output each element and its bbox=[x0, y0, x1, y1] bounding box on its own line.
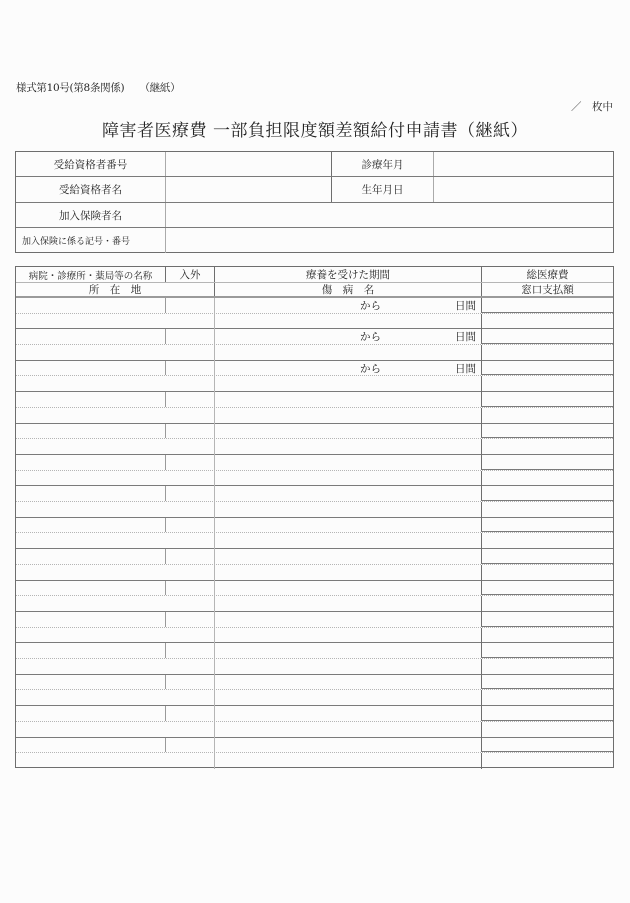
period-days-label: 日間 bbox=[455, 362, 476, 375]
treatment-period-field[interactable] bbox=[214, 392, 481, 407]
total-medical-cost-field[interactable] bbox=[481, 612, 613, 627]
treatment-period-field[interactable] bbox=[214, 424, 481, 439]
claim-record-upper bbox=[16, 738, 613, 754]
label-birth-date: 生年月日 bbox=[331, 177, 434, 202]
recipient-number-field[interactable] bbox=[166, 152, 331, 176]
claim-record-lower bbox=[16, 753, 613, 769]
page-title: 障害者医療費 一部負担限度額差額給付申請書（継紙） bbox=[102, 121, 528, 141]
header-total-medical-cost: 総医療費 bbox=[481, 267, 613, 282]
claim-record-upper bbox=[16, 392, 613, 408]
applicant-info-table bbox=[15, 151, 614, 253]
claim-record-lower bbox=[16, 345, 613, 361]
total-medical-cost-field[interactable] bbox=[481, 675, 613, 690]
inpatient-outpatient-field[interactable] bbox=[166, 738, 214, 753]
facility-name-field[interactable] bbox=[16, 612, 166, 627]
claim-record bbox=[16, 392, 613, 423]
treatment-period-field[interactable] bbox=[214, 518, 481, 533]
disease-name-field[interactable] bbox=[214, 690, 481, 706]
inpatient-outpatient-field[interactable] bbox=[166, 675, 214, 690]
claims-table bbox=[15, 266, 614, 768]
birth-date-field[interactable] bbox=[434, 177, 613, 202]
claim-record-upper bbox=[16, 298, 613, 314]
inpatient-outpatient-field[interactable] bbox=[166, 549, 214, 564]
claim-record-upper bbox=[16, 518, 613, 534]
copayment-field[interactable] bbox=[481, 471, 613, 487]
facility-name-field[interactable] bbox=[16, 329, 166, 344]
claim-record bbox=[16, 581, 613, 612]
copayment-field[interactable] bbox=[481, 753, 613, 769]
total-medical-cost-field[interactable] bbox=[481, 298, 613, 313]
header-inpatient-outpatient: 入外 bbox=[179, 269, 201, 281]
header-disease-name: 傷 病 名 bbox=[214, 283, 481, 296]
claim-record bbox=[16, 361, 613, 392]
claim-record-lower bbox=[16, 439, 613, 455]
period-from-label: から bbox=[360, 299, 381, 312]
claim-record-lower bbox=[16, 314, 613, 330]
label-insurance-symbol-number: 加入保険に係る記号・番号 bbox=[16, 228, 166, 253]
treatment-period-field[interactable] bbox=[214, 455, 481, 470]
treatment-month-field[interactable] bbox=[434, 152, 613, 176]
inpatient-outpatient-field[interactable] bbox=[166, 298, 214, 313]
claim-record bbox=[16, 612, 613, 643]
header-facility-name: 病院・診療所・薬局等の名称 bbox=[16, 267, 166, 282]
claim-record-lower bbox=[16, 471, 613, 487]
claim-record bbox=[16, 675, 613, 706]
disease-name-field[interactable] bbox=[214, 659, 481, 675]
disease-name-field[interactable] bbox=[214, 314, 481, 330]
facility-name-field[interactable] bbox=[16, 549, 166, 564]
total-medical-cost-field[interactable] bbox=[481, 455, 613, 470]
claim-record-upper bbox=[16, 486, 613, 502]
insurer-name-field[interactable] bbox=[166, 203, 613, 227]
claim-record bbox=[16, 518, 613, 549]
claim-record-lower bbox=[16, 408, 613, 424]
form-number: 様式第10号(第8条関係) （継紙） bbox=[16, 82, 181, 94]
claim-record-upper bbox=[16, 424, 613, 440]
recipient-name-field[interactable] bbox=[166, 177, 331, 202]
period-days-label: 日間 bbox=[455, 299, 476, 312]
total-medical-cost-field[interactable] bbox=[481, 643, 613, 658]
total-medical-cost-field[interactable] bbox=[481, 392, 613, 407]
page-count: ／ 枚中 bbox=[571, 101, 613, 113]
label-recipient-name: 受給資格者名 bbox=[16, 177, 166, 202]
inpatient-outpatient-field[interactable] bbox=[166, 706, 214, 721]
treatment-period-field[interactable] bbox=[214, 329, 481, 344]
inpatient-outpatient-field[interactable] bbox=[166, 455, 214, 470]
address-field[interactable] bbox=[16, 471, 214, 487]
header-treatment-period: 療養を受けた期間 bbox=[214, 267, 481, 282]
facility-name-field[interactable] bbox=[16, 361, 166, 376]
claim-record bbox=[16, 738, 613, 769]
claim-record-lower bbox=[16, 502, 613, 518]
insurance-symbol-number-field[interactable] bbox=[166, 228, 613, 253]
address-field[interactable] bbox=[16, 345, 214, 361]
copayment-field[interactable] bbox=[481, 408, 613, 424]
disease-name-field[interactable] bbox=[214, 628, 481, 644]
claim-record-lower bbox=[16, 596, 613, 612]
disease-name-field[interactable] bbox=[214, 533, 481, 549]
copayment-field[interactable] bbox=[481, 533, 613, 549]
disease-name-field[interactable] bbox=[214, 596, 481, 612]
total-medical-cost-field[interactable] bbox=[481, 486, 613, 501]
facility-name-field[interactable] bbox=[16, 486, 166, 501]
disease-name-field[interactable] bbox=[214, 439, 481, 455]
claim-record-lower bbox=[16, 659, 613, 675]
claim-record bbox=[16, 643, 613, 674]
claim-record-lower bbox=[16, 722, 613, 738]
treatment-period-field[interactable] bbox=[214, 549, 481, 564]
claim-record-lower bbox=[16, 690, 613, 706]
address-field[interactable] bbox=[16, 408, 214, 424]
claim-record-upper bbox=[16, 706, 613, 722]
address-field[interactable] bbox=[16, 659, 214, 675]
claim-record bbox=[16, 706, 613, 737]
claim-record-upper bbox=[16, 675, 613, 691]
copayment-field[interactable] bbox=[481, 659, 613, 675]
treatment-period-field[interactable] bbox=[214, 643, 481, 658]
total-medical-cost-field[interactable] bbox=[481, 706, 613, 721]
address-field[interactable] bbox=[16, 628, 214, 644]
claim-record bbox=[16, 455, 613, 486]
inpatient-outpatient-field[interactable] bbox=[166, 424, 214, 439]
treatment-period-field[interactable] bbox=[214, 706, 481, 721]
inpatient-outpatient-field[interactable] bbox=[166, 643, 214, 658]
treatment-period-field[interactable] bbox=[214, 675, 481, 690]
inpatient-outpatient-field[interactable] bbox=[166, 361, 214, 376]
treatment-period-field[interactable] bbox=[214, 486, 481, 501]
disease-name-field[interactable] bbox=[214, 345, 481, 361]
claim-record bbox=[16, 549, 613, 580]
label-recipient-number: 受給資格者番号 bbox=[16, 152, 166, 176]
total-medical-cost-field[interactable] bbox=[481, 581, 613, 596]
total-medical-cost-field[interactable] bbox=[481, 424, 613, 439]
facility-name-field[interactable] bbox=[16, 738, 166, 753]
claim-record-upper bbox=[16, 361, 613, 377]
claim-record-lower bbox=[16, 565, 613, 581]
claim-record-upper bbox=[16, 612, 613, 628]
treatment-period-field[interactable] bbox=[214, 738, 481, 753]
total-medical-cost-field[interactable] bbox=[481, 549, 613, 564]
claim-record-lower bbox=[16, 376, 613, 392]
address-field[interactable] bbox=[16, 376, 214, 392]
total-medical-cost-field[interactable] bbox=[481, 329, 613, 344]
address-field[interactable] bbox=[16, 314, 214, 330]
inpatient-outpatient-field[interactable] bbox=[166, 612, 214, 627]
copayment-field[interactable] bbox=[481, 596, 613, 612]
disease-name-field[interactable] bbox=[214, 408, 481, 424]
copayment-field[interactable] bbox=[481, 628, 613, 644]
address-field[interactable] bbox=[16, 565, 214, 581]
facility-name-field[interactable] bbox=[16, 518, 166, 533]
period-from-label: から bbox=[360, 362, 381, 375]
copayment-field[interactable] bbox=[481, 376, 613, 392]
facility-name-field[interactable] bbox=[16, 581, 166, 596]
address-field[interactable] bbox=[16, 722, 214, 738]
label-treatment-month: 診療年月 bbox=[331, 152, 434, 176]
inpatient-outpatient-field[interactable] bbox=[166, 486, 214, 501]
disease-name-field[interactable] bbox=[214, 502, 481, 518]
address-field[interactable] bbox=[16, 502, 214, 518]
disease-name-field[interactable] bbox=[214, 376, 481, 392]
label-insurer-name: 加入保険者名 bbox=[16, 203, 166, 227]
claim-record-lower bbox=[16, 628, 613, 644]
period-from-label: から bbox=[360, 331, 381, 344]
disease-name-field[interactable] bbox=[214, 722, 481, 738]
treatment-period-field[interactable] bbox=[214, 612, 481, 627]
claim-record-upper bbox=[16, 549, 613, 565]
copayment-field[interactable] bbox=[481, 314, 613, 330]
address-field[interactable] bbox=[16, 753, 214, 769]
inpatient-outpatient-field[interactable] bbox=[166, 581, 214, 596]
claim-record bbox=[16, 329, 613, 360]
header-address: 所 在 地 bbox=[88, 284, 142, 296]
facility-name-field[interactable] bbox=[16, 455, 166, 470]
disease-name-field[interactable] bbox=[214, 471, 481, 487]
row-recipient-number bbox=[16, 152, 613, 177]
copayment-field[interactable] bbox=[481, 345, 613, 361]
facility-name-field[interactable] bbox=[16, 424, 166, 439]
row-insurer-name bbox=[16, 203, 613, 228]
claim-record-upper bbox=[16, 581, 613, 597]
copayment-field[interactable] bbox=[481, 502, 613, 518]
copayment-field[interactable] bbox=[481, 722, 613, 738]
disease-name-field[interactable] bbox=[214, 565, 481, 581]
treatment-period-field[interactable] bbox=[214, 361, 481, 376]
address-field[interactable] bbox=[16, 690, 214, 706]
total-medical-cost-field[interactable] bbox=[481, 361, 613, 376]
header-row-2 bbox=[16, 283, 613, 298]
claim-record-upper bbox=[16, 455, 613, 471]
inpatient-outpatient-field[interactable] bbox=[166, 518, 214, 533]
inpatient-outpatient-field[interactable] bbox=[166, 392, 214, 407]
facility-name-field[interactable] bbox=[16, 298, 166, 313]
period-days-label: 日間 bbox=[455, 331, 476, 344]
facility-name-field[interactable] bbox=[16, 392, 166, 407]
claim-record bbox=[16, 486, 613, 517]
copayment-field[interactable] bbox=[481, 439, 613, 455]
claim-record bbox=[16, 298, 613, 329]
claim-record-upper bbox=[16, 643, 613, 659]
copayment-field[interactable] bbox=[481, 690, 613, 706]
facility-name-field[interactable] bbox=[16, 706, 166, 721]
total-medical-cost-field[interactable] bbox=[481, 518, 613, 533]
disease-name-field[interactable] bbox=[214, 753, 481, 769]
total-medical-cost-field[interactable] bbox=[481, 738, 613, 753]
treatment-period-field[interactable] bbox=[214, 298, 481, 313]
row-insurance-symbol-number bbox=[16, 228, 613, 253]
claim-record bbox=[16, 424, 613, 455]
facility-name-field[interactable] bbox=[16, 643, 166, 658]
treatment-period-field[interactable] bbox=[214, 581, 481, 596]
header-copayment: 窓口支払額 bbox=[481, 283, 613, 296]
header-row-1 bbox=[16, 267, 613, 283]
address-field[interactable] bbox=[16, 439, 214, 455]
copayment-field[interactable] bbox=[481, 565, 613, 581]
row-recipient-name bbox=[16, 177, 613, 203]
inpatient-outpatient-field[interactable] bbox=[166, 329, 214, 344]
facility-name-field[interactable] bbox=[16, 675, 166, 690]
address-field[interactable] bbox=[16, 596, 214, 612]
claim-record-upper bbox=[16, 329, 613, 345]
claim-record-lower bbox=[16, 533, 613, 549]
address-field[interactable] bbox=[16, 533, 214, 549]
